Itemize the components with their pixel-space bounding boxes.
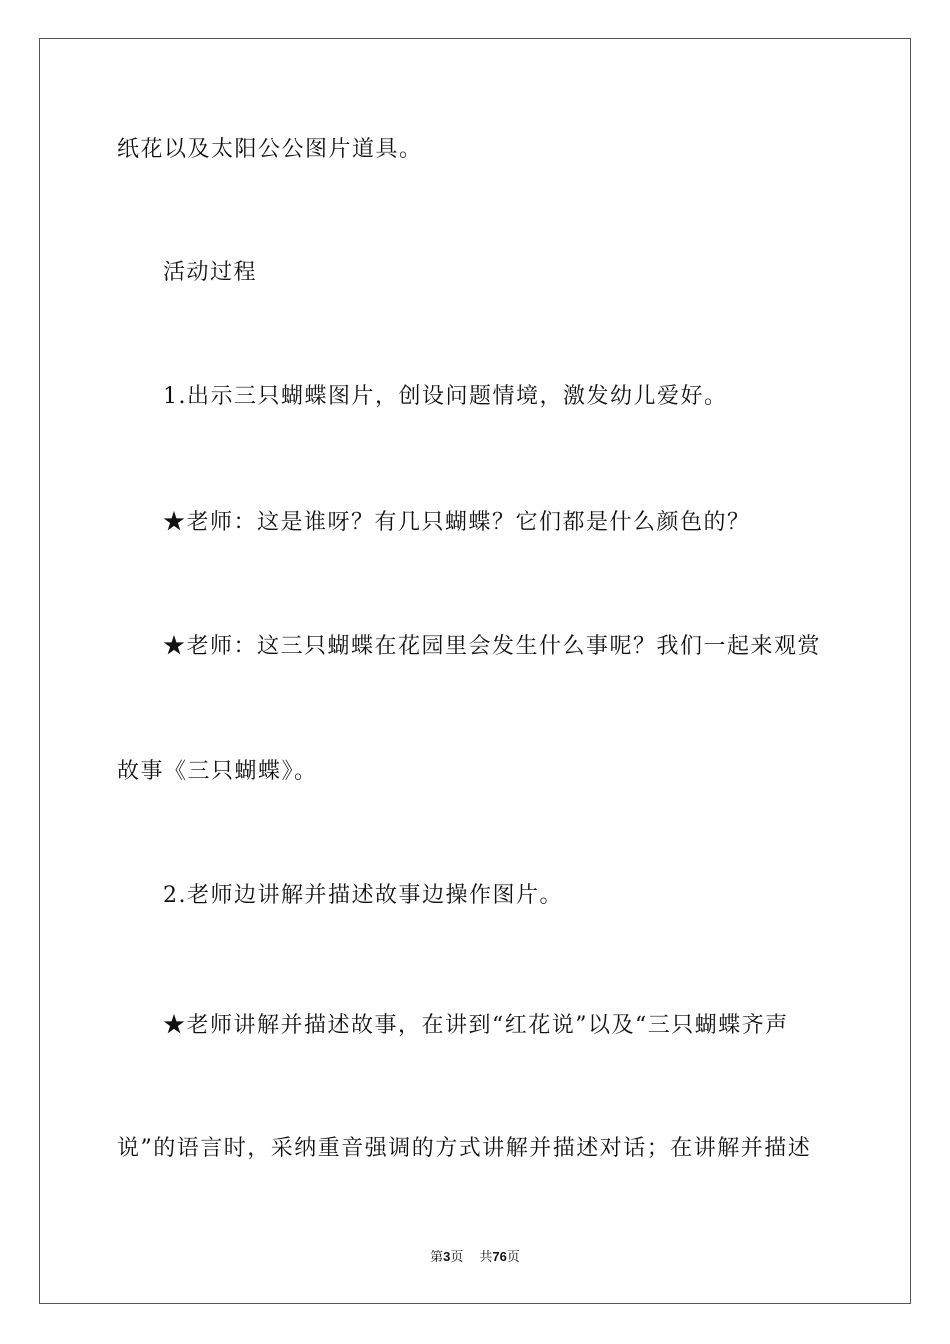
body-line-8: ★老师讲解并描述故事，在讲到“红花说”以及“三只蝴蝶齐声 [163,1013,789,1038]
body-line-1: 纸花以及太阳公公图片道具。 [117,137,423,162]
body-line-3: 1.出示三只蝴蝶图片，创设问题情境，激发幼儿爱好。 [163,384,728,409]
page-suffix: 页 [450,1250,464,1265]
section-heading: 活动过程 [163,260,258,285]
body-line-9: 说”的语言时，采纳重音强调的方式讲解并描述对话；在讲解并描述 [117,1136,812,1161]
body-line-7: 2.老师边讲解并描述故事边操作图片。 [163,883,563,908]
page-number: 3 [443,1249,451,1264]
page-frame [39,38,911,1304]
page-prefix: 第 [430,1250,444,1265]
total-pages: 76 [492,1249,507,1264]
body-line-6: 故事《三只蝴蝶》。 [117,759,318,784]
body-line-5: ★老师：这三只蝴蝶在花园里会发生什么事呢？我们一起来观赏 [163,634,822,659]
page-footer [0,1248,950,1267]
total-prefix: 共 [479,1250,493,1265]
total-suffix: 页 [506,1250,520,1265]
body-line-4: ★老师：这是谁呀？有几只蝴蝶？它们都是什么颜色的？ [163,510,751,535]
